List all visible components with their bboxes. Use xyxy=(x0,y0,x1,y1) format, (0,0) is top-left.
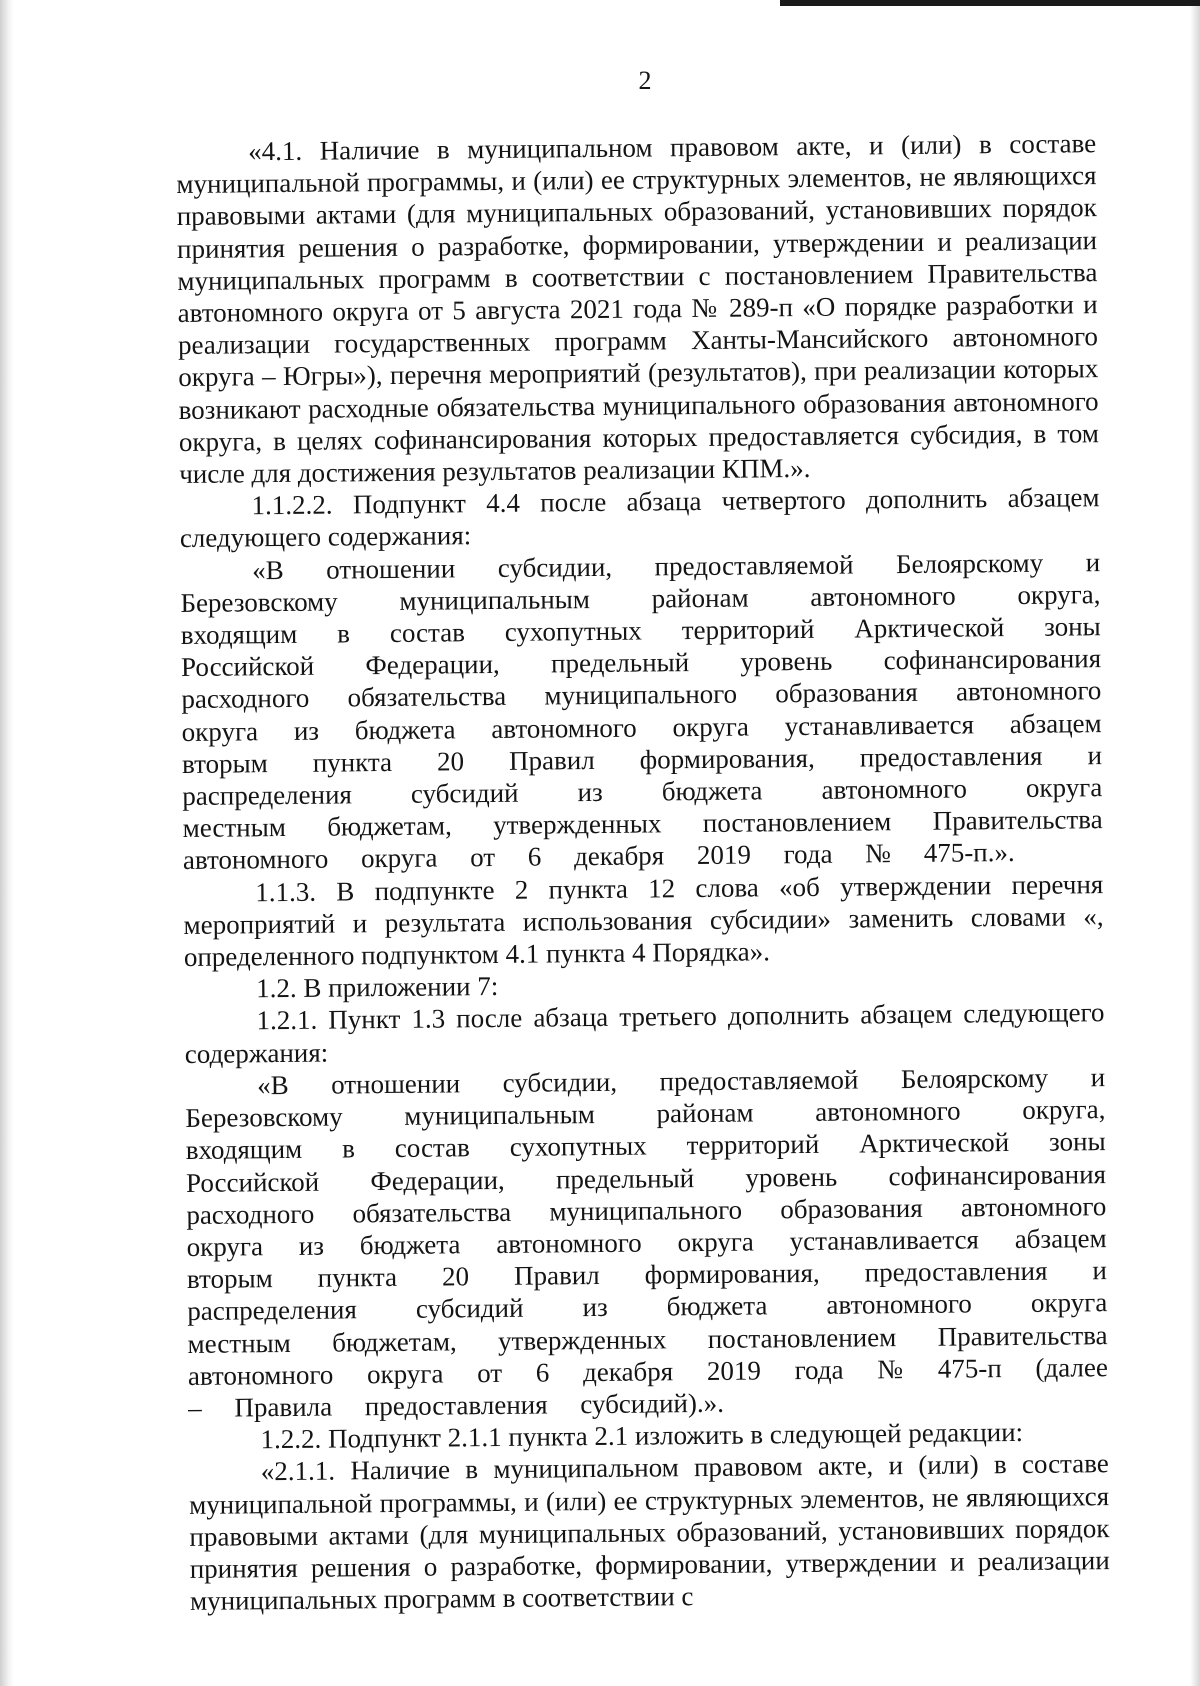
paragraph-quote-subsidy-2: «В отношении субсидии, предоставляемой Белоярскому и Березовскому муниципальным районам автономного округа, входящим в состав сухопутных территорий Арктической зоны Российской Федерации, предельный уровень софинансирования расходного обязательства муниципального образования автономного округа из бюджета автономного округа устанавливается абзацем вторым пункта 20 Правил формирования, предоставления и распределения субсидий из бюджета автономного округа местным бюджетам, утвержденных постановлением Правительства автономного округа от 6 декабря 2019 года № 475-п (далее – Правила предоставления субсидий).». xyxy=(185,1062,1109,1423)
paragraph-1-1-3: 1.1.3. В подпункте 2 пункта 12 слова «об утверждении перечня мероприятий и результата использования субсидии» заменить словами «, определенного подпунктом 4.1 пункта 4 Порядка». xyxy=(183,868,1104,973)
paragraph-clause-4-1: «4.1. Наличие в муниципальном правовом акте, и (или) в составе муниципальной программы, и (или) ее структурных элементов, не являющихся правовыми актами (для муниципальных образований, установивших порядок принятия решения о разработке, формировании, утверждении и реализации муниципальных программ в соответствии с постановлением Правительства автономного округа от 5 августа 2021 года № 289-п «О порядке разработки и реализации государственных программ Ханты-Мансийского автономного округа – Югры»), перечня мероприятий (результатов), при реализации которых возникают расходные обязательства муниципального образования автономного округа, в целях софинансирования которых предоставляется субсидия, в том числе для достижения результатов реализации КПМ.». xyxy=(176,128,1100,490)
paragraph-1-2-1: 1.2.1. Пункт 1.3 после абзаца третьего дополнить абзацем следующего содержания: xyxy=(184,997,1105,1069)
page-number: 2 xyxy=(638,66,652,95)
document-body xyxy=(176,127,1110,1617)
paragraph-1-2: 1.2. В приложении 7: xyxy=(256,971,499,1004)
paragraph-clause-2-1-1: «2.1.1. Наличие в муниципальном правовом акте, и (или) в составе муниципальной программы, и (или) ее структурных элементов, не являющихся правовыми актами (для муниципальных образований, установивших порядок принятия решения о разработке, формировании, утверждении и реализации муниципальных программ в соответствии с xyxy=(188,1448,1110,1617)
scan-edge-top xyxy=(780,0,1200,6)
paragraph-1-2-2: 1.2.2. Подпункт 2.1.1 пункта 2.1 изложить в следующей редакции: xyxy=(260,1417,1024,1455)
paragraph-1-1-2-2: 1.1.2.2. Подпункт 4.4 после абзаца четвертого дополнить абзацем следующего содержания: xyxy=(179,482,1100,554)
scan-edge-left xyxy=(0,0,14,1686)
paragraph-quote-subsidy-1: «В отношении субсидии, предоставляемой Белоярскому и Березовскому муниципальным районам автономного округа, входящим в состав сухопутных территорий Арктической зоны Российской Федерации, предельный уровень софинансирования расходного обязательства муниципального образования автономного округа из бюджета автономного округа устанавливается абзацем вторым пункта 20 Правил формирования, предоставления и распределения субсидий из бюджета автономного округа местным бюджетам, утвержденных постановлением Правительства автономного округа от 6 декабря 2019 года № 475-п.». xyxy=(180,546,1103,876)
scan-edge-right xyxy=(1190,0,1200,1686)
